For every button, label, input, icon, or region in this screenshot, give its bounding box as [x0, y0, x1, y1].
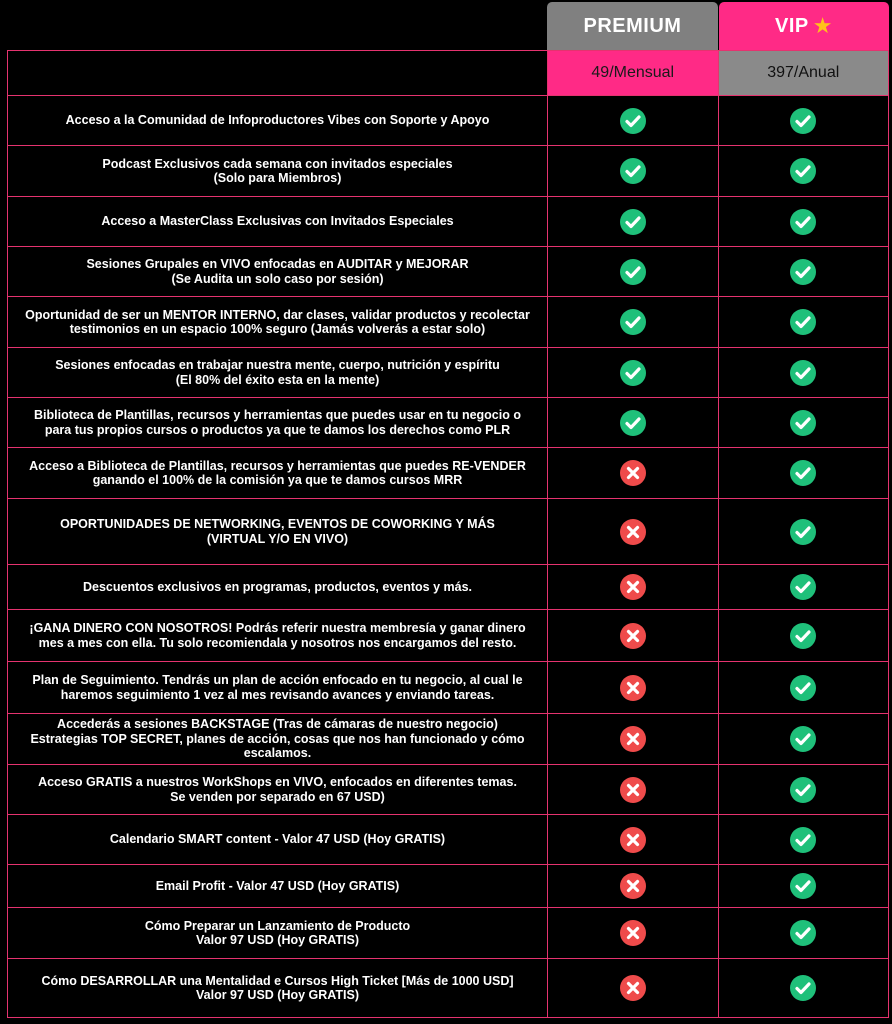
feature-row — [8, 565, 889, 610]
vip-availability — [718, 865, 889, 908]
check-icon — [790, 726, 816, 752]
cross-icon — [620, 873, 646, 899]
premium-availability — [548, 146, 719, 197]
premium-availability — [548, 959, 719, 1018]
cross-icon — [620, 777, 646, 803]
feature-text-line: Valor 97 USD (Hoy GRATIS) — [196, 933, 359, 947]
feature-text-line: testimonios en un espacio 100% seguro (Jamás volverás a estar solo) — [69, 322, 486, 336]
premium-availability — [548, 197, 719, 247]
vip-availability — [718, 499, 889, 565]
feature-text-line: Calendario SMART content - Valor 47 USD (Hoy GRATIS) — [109, 832, 446, 847]
premium-plan-name: PREMIUM — [583, 14, 682, 37]
feature-description — [8, 714, 548, 765]
feature-text-line: Sesiones Grupales en VIVO enfocadas en AUDITAR y MEJORAR — [86, 257, 469, 271]
check-icon — [620, 309, 646, 335]
check-icon — [790, 460, 816, 486]
feature-description — [8, 815, 548, 865]
check-icon — [790, 623, 816, 649]
cross-icon — [620, 920, 646, 946]
vip-plan-name: VIP — [775, 14, 809, 37]
feature-text-line: (El 80% del éxito esta en la mente) — [175, 372, 380, 387]
check-icon — [620, 209, 646, 235]
check-icon — [790, 920, 816, 946]
premium-price: 49/Mensual — [548, 51, 719, 96]
feature-text-line: Acceso a Biblioteca de Plantillas, recursos y herramientas que puedes RE-VENDER — [29, 458, 526, 473]
vip-availability — [718, 565, 889, 610]
vip-availability — [718, 398, 889, 448]
premium-availability — [548, 297, 719, 348]
feature-description — [8, 96, 548, 146]
premium-availability — [548, 662, 719, 714]
cross-icon — [620, 827, 646, 853]
comparison-table — [7, 50, 889, 1018]
premium-availability — [548, 247, 719, 297]
premium-availability — [548, 908, 719, 959]
feature-description — [8, 146, 548, 197]
feature-text-line: Email Profit - Valor 47 USD (Hoy GRATIS) — [155, 878, 400, 893]
check-icon — [790, 574, 816, 600]
premium-availability — [548, 565, 719, 610]
feature-row — [8, 959, 889, 1018]
feature-text-line: Oportunidad de ser un MENTOR INTERNO, dar clases, validar productos y recolectar — [25, 307, 530, 322]
premium-availability — [548, 765, 719, 815]
feature-description — [8, 398, 548, 448]
feature-row — [8, 247, 889, 297]
premium-availability — [548, 499, 719, 565]
feature-text-line: para tus propios cursos o productos ya que te damos los derechos como PLR — [44, 422, 511, 437]
check-icon — [790, 410, 816, 436]
check-icon — [790, 209, 816, 235]
feature-text-line: Acceso a la Comunidad de Infoproductores Vibes con Soporte y Apoyo — [65, 113, 490, 128]
feature-text-line: Podcast Exclusivos cada semana con invitados especiales — [102, 156, 453, 171]
check-icon — [620, 259, 646, 285]
feature-row — [8, 765, 889, 815]
feature-text-line: (Se Audita un solo caso por sesión) — [171, 271, 384, 286]
feature-row — [8, 865, 889, 908]
feature-row — [8, 908, 889, 959]
feature-row — [8, 815, 889, 865]
feature-text-line: Biblioteca de Plantillas, recursos y herramientas que puedes usar en tu negocio o — [34, 408, 521, 422]
feature-description — [8, 610, 548, 662]
feature-row — [8, 297, 889, 348]
feature-text-line: Plan de Seguimiento. Tendrás un plan de acción enfocado en tu negocio, al cual le — [32, 673, 523, 687]
check-icon — [620, 360, 646, 386]
premium-availability — [548, 815, 719, 865]
feature-row — [8, 662, 889, 714]
feature-row — [8, 499, 889, 565]
cross-icon — [620, 460, 646, 486]
feature-description — [8, 197, 548, 247]
vip-availability — [718, 765, 889, 815]
feature-text-line: Accederás a sesiones BACKSTAGE (Tras de cámaras de nuestro negocio) — [57, 717, 498, 732]
vip-availability — [718, 197, 889, 247]
feature-text-line: Acceso GRATIS a nuestros WorkShops en VIVO, enfocados en diferentes temas. — [38, 775, 517, 789]
feature-text-line: Sesiones enfocadas en trabajar nuestra mente, cuerpo, nutrición y espíritu — [55, 358, 500, 372]
check-icon — [790, 108, 816, 134]
feature-row — [8, 610, 889, 662]
premium-availability — [548, 348, 719, 398]
vip-plan-header — [719, 2, 889, 50]
vip-availability — [718, 959, 889, 1018]
vip-availability — [718, 448, 889, 499]
feature-text-line: Descuentos exclusivos en programas, productos, eventos y más. — [82, 579, 473, 594]
feature-text-line: haremos seguimiento 1 vez al mes revisando avances y enviando tareas. — [60, 687, 495, 702]
vip-availability — [718, 247, 889, 297]
feature-description — [8, 765, 548, 815]
vip-availability — [718, 297, 889, 348]
vip-price: 397/Anual — [718, 51, 889, 96]
check-icon — [790, 675, 816, 701]
feature-text-line: Cómo Preparar un Lanzamiento de Producto — [144, 918, 411, 933]
feature-row — [8, 96, 889, 146]
feature-text-line: ganando el 100% de la comisión ya que te damos cursos MRR — [92, 473, 463, 487]
check-icon — [790, 309, 816, 335]
vip-availability — [718, 662, 889, 714]
check-icon — [790, 873, 816, 899]
price-row — [8, 51, 889, 96]
vip-availability — [718, 96, 889, 146]
feature-text-line: Cómo DESARROLLAR una Mentalidad e Cursos High Ticket [Más de 1000 USD] — [41, 973, 514, 988]
feature-text-line: (Solo para Miembros) — [213, 171, 342, 185]
feature-description — [8, 865, 548, 908]
feature-text-line: (VIRTUAL Y/O EN VIVO) — [206, 531, 349, 546]
check-icon — [790, 777, 816, 803]
vip-availability — [718, 714, 889, 765]
feature-text-line: Estrategias TOP SECRET, planes de acción, cosas que nos han funcionado y cómo — [30, 731, 525, 746]
vip-availability — [718, 348, 889, 398]
feature-row — [8, 714, 889, 765]
premium-plan-header — [547, 2, 718, 50]
feature-description — [8, 662, 548, 714]
feature-text-line: Se venden por separado en 67 USD) — [170, 789, 385, 804]
feature-text-line: Valor 97 USD (Hoy GRATIS) — [196, 988, 359, 1002]
feature-row — [8, 448, 889, 499]
empty-header-cell — [8, 51, 548, 96]
feature-text-line: ¡GANA DINERO CON NOSOTROS! Podrás referir nuestra membresía y ganar dinero — [29, 621, 526, 635]
check-icon — [790, 827, 816, 853]
feature-description — [8, 565, 548, 610]
feature-description — [8, 348, 548, 398]
vip-availability — [718, 610, 889, 662]
premium-availability — [548, 448, 719, 499]
star-icon: ★ — [812, 13, 833, 38]
cross-icon — [620, 726, 646, 752]
check-icon — [620, 410, 646, 436]
feature-description — [8, 297, 548, 348]
feature-row — [8, 197, 889, 247]
feature-description — [8, 499, 548, 565]
cross-icon — [620, 574, 646, 600]
cross-icon — [620, 623, 646, 649]
feature-text-line: Acceso a MasterClass Exclusivas con Invitados Especiales — [101, 214, 454, 229]
feature-description — [8, 959, 548, 1018]
vip-availability — [718, 815, 889, 865]
premium-availability — [548, 398, 719, 448]
feature-row — [8, 146, 889, 197]
check-icon — [620, 158, 646, 184]
feature-description — [8, 247, 548, 297]
feature-description — [8, 448, 548, 499]
vip-availability — [718, 146, 889, 197]
premium-availability — [548, 865, 719, 908]
cross-icon — [620, 975, 646, 1001]
check-icon — [790, 158, 816, 184]
premium-availability — [548, 714, 719, 765]
feature-description — [8, 908, 548, 959]
check-icon — [790, 259, 816, 285]
check-icon — [620, 108, 646, 134]
cross-icon — [620, 675, 646, 701]
feature-row — [8, 398, 889, 448]
premium-availability — [548, 610, 719, 662]
cross-icon — [620, 519, 646, 545]
check-icon — [790, 519, 816, 545]
check-icon — [790, 975, 816, 1001]
feature-text-line: OPORTUNIDADES DE NETWORKING, EVENTOS DE COWORKING Y MÁS — [60, 517, 495, 531]
vip-availability — [718, 908, 889, 959]
check-icon — [790, 360, 816, 386]
premium-availability — [548, 96, 719, 146]
feature-text-line: escalamos. — [243, 746, 312, 761]
feature-row — [8, 348, 889, 398]
feature-text-line: mes a mes con ella. Tu solo recomiendala y nosotros nos encargamos del resto. — [38, 635, 517, 650]
